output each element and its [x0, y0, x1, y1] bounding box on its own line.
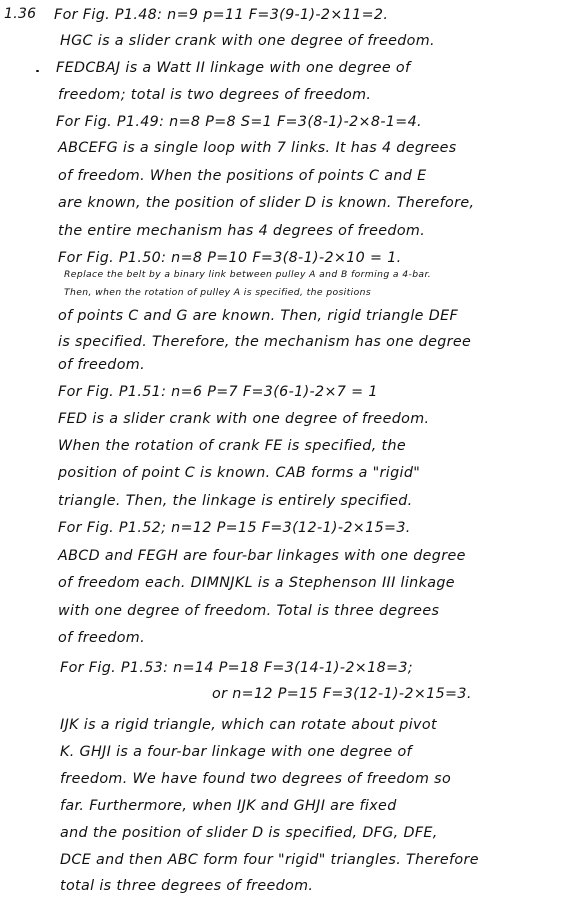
text-line: position of point C is known. CAB forms a "rigid" [58, 465, 421, 481]
text-line: far. Furthermore, when IJK and GHJI are fixed [60, 798, 397, 814]
text-line: is specified. Therefore, the mechanism has one degree [58, 334, 472, 350]
text-line-fig-p1-49-header: For Fig. P1.49: n=8 P=8 S=1 F=3(8-1)-2×8-1=4. [56, 114, 422, 130]
text-line: of freedom each. DIMNJKL is a Stephenson III linkage [58, 575, 455, 591]
text-line: K. GHJI is a four-bar linkage with one degree of [60, 744, 412, 760]
text-line: the entire mechanism has 4 degrees of freedom. [58, 223, 426, 239]
small-note-line: Then, when the rotation of pulley A is specified, the positions [64, 287, 372, 298]
text-line-fig-p1-48-header: For Fig. P1.48: n=9 p=11 F=3(9-1)-2×11=2. [54, 7, 389, 23]
text-line: FED is a slider crank with one degree of freedom. [58, 411, 430, 427]
text-line: When the rotation of crank FE is specified, the [58, 438, 407, 454]
text-line-fig-p1-53-header: For Fig. P1.53: n=14 P=18 F=3(14-1)-2×18=3; [60, 660, 413, 676]
text-line: total is three degrees of freedom. [60, 878, 314, 894]
text-line-fig-p1-50-header: For Fig. P1.50: n=8 P=10 F=3(8-1)-2×10 = 1. [58, 250, 402, 266]
text-line: freedom; total is two degrees of freedom. [58, 87, 372, 103]
problem-number: 1.36 [4, 6, 37, 22]
text-line: DCE and then ABC form four "rigid" triangles. Therefore [60, 852, 479, 868]
text-line: or n=12 P=15 F=3(12-1)-2×15=3. [212, 686, 472, 702]
text-line: of freedom. [58, 357, 145, 373]
text-line: FEDCBAJ is a Watt II linkage with one degree of [56, 60, 411, 76]
text-line: freedom. We have found two degrees of freedom so [60, 771, 452, 787]
text-line: of points C and G are known. Then, rigid triangle DEF [58, 308, 459, 324]
text-line: triangle. Then, the linkage is entirely specified. [58, 493, 413, 509]
text-line: ABCEFG is a single loop with 7 links. It has 4 degrees [58, 140, 457, 156]
text-line: of freedom. When the positions of points C and E [58, 168, 427, 184]
text-line-fig-p1-52-header: For Fig. P1.52; n=12 P=15 F=3(12-1)-2×15=3. [58, 520, 411, 536]
text-line: and the position of slider D is specified, DFG, DFE, [60, 825, 438, 841]
small-note-line: Replace the belt by a binary link between pulley A and B forming a 4-bar. [64, 269, 432, 280]
text-line: are known, the position of slider D is known. Therefore, [58, 195, 475, 211]
text-line: with one degree of freedom. Total is three degrees [58, 603, 440, 619]
margin-mark [36, 70, 39, 72]
text-line-fig-p1-51-header: For Fig. P1.51: n=6 P=7 F=3(6-1)-2×7 = 1 [58, 384, 378, 400]
text-line: IJK is a rigid triangle, which can rotate about pivot [60, 717, 437, 733]
text-line: of freedom. [58, 630, 145, 646]
text-line: ABCD and FEGH are four-bar linkages with one degree [58, 548, 466, 564]
text-line: HGC is a slider crank with one degree of freedom. [60, 33, 435, 49]
